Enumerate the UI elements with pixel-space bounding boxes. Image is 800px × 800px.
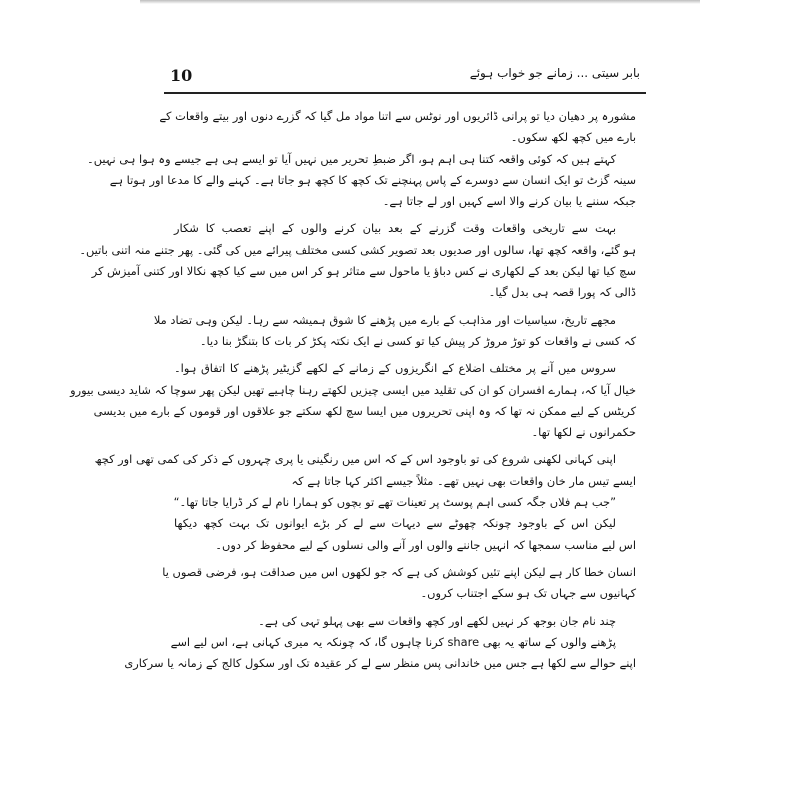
text-line: حکمرانوں نے لکھا تھا۔ (531, 425, 636, 440)
text-line: مشورہ پر دھیان دیا تو پرانی ڈائریوں اور نوٹس سے اتنا مواد مل گیا کہ گزرے دنوں اور بیتے واقعات کے (159, 109, 636, 123)
quoted-line: ”جب ہم فلاں جگہ کسی اہم پوسٹ پر تعینات تھے تو بچوں کو ہمارا نام لے کر ڈرایا جاتا تھا۔“ (173, 495, 616, 510)
text-line: پڑھنے والوں کے ساتھ یہ بھی share کرنا چاہوں گا، کہ چونکہ یہ میری کہانی ہے، اس لیے اسے (170, 634, 616, 649)
text-line: سینہ گزٹ تو ایک انسان سے دوسرے کے پاس پہنچنے تک کچھ کا کچھ ہو جاتا ہے۔ کہنے والے کا مدعا اور ہوتا ہے (109, 172, 636, 187)
text-line: انسان خطا کار ہے لیکن اپنے تئیں کوشش کی ہے کہ جو لکھوں اس میں صداقت ہو، فرضی قصوں یا (162, 564, 636, 579)
text-line: مجھے تاریخ، سیاسیات اور مذاہب کے بارے میں پڑھنے کا شوق ہمیشہ سے رہا۔ لیکن وہی تضاد ملا (153, 312, 616, 327)
text-line: بارے میں کچھ لکھ سکوں۔ (510, 130, 636, 145)
text-line: بہت سے تاریخی واقعات وقت گزرنے کے بعد بیان کرنے والوں کے اپنے تعصب کا شکار (174, 221, 616, 236)
text-line: سچ کیا تھا لیکن بعد کے لکھاری نے کس دباؤ یا ماحول سے متاثر ہو کر اس میں سے کیا کچھ نکالا اور کتنی آمیزش کر (91, 264, 636, 279)
text-line: کہانیوں سے جہاں تک ہو سکے اجتناب کروں۔ (420, 586, 636, 601)
scan-edge-shadow (140, 0, 700, 4)
text-line: سروس میں آنے پر مختلف اضلاع کے انگریزوں کے زمانے کے لکھے گزیٹیر پڑھنے کا اتفاق ہوا۔ (174, 361, 616, 376)
text-line: ڈالی کہ پورا قصہ ہی بدل گیا۔ (488, 285, 636, 300)
book-page (70, 40, 670, 800)
text-line: کہ کسی نے واقعات کو توڑ مروڑ کر پیش کیا تو کسی نے ایک نکتہ پکڑ کر بات کا بتنگڑ بنا دیا۔ (199, 333, 636, 348)
page-header (170, 66, 640, 86)
text-line: لیکن اس کے باوجود چونکہ چھوٹے سے دیہات سے لے کر بڑے ایوانوں تک بہت کچھ دیکھا (174, 516, 616, 531)
header-divider (164, 92, 646, 94)
text-line: اس لیے مناسب سمجھا کہ انہیں جاننے والوں اور آنے والی نسلوں کے لیے محفوظ کر دوں۔ (215, 537, 636, 552)
page-number: 10 (170, 66, 193, 85)
text-line: کہتے ہیں کہ کوئی واقعہ کتنا ہی اہم ہو، اگر ضبطِ تحریر میں نہیں آیا تو ایسے ہی ہے جیسے وہ ہوا ہی نہیں۔ (87, 151, 616, 166)
running-title: بابر سیتی ... زمانے جو خواب ہوئے (469, 66, 640, 80)
text-line: ہو گئے، واقعہ کچھ تھا، سالوں اور صدیوں بعد تصویر کشی کسی مختلف پیرائے میں کی گئی۔ پھر جتنے منہ اتنی باتیں۔ (79, 242, 636, 257)
text-line: جبکہ سننے یا بیان کرنے والا اسے کہیں اور لے جاتا ہے۔ (382, 194, 636, 209)
text-line: اپنے حوالے سے لکھا ہے جس میں خاندانی پس منظر سے لے کر عقیدہ تک اور سکول کالج کے زمانہ یا سرکاری (124, 656, 636, 671)
text-line: کریٹس کے لیے ممکن نہ تھا کہ وہ اپنی تحریروں میں ایسا سچ لکھ سکتے جو علاقوں اور قوموں کے بارے میں بدیسی (93, 403, 636, 418)
text-line: اپنی کہانی لکھنی شروع کی تو باوجود اس کے کہ اس میں رنگینی یا پری چہروں کے ذکر کی کمی تھی اور کچھ (94, 452, 616, 467)
text-line: ایسے تیس مار خان واقعات بھی نہیں تھے۔ مثلاً جیسے اکثر کہا جاتا ہے کہ (291, 473, 636, 488)
body-text (70, 106, 636, 674)
text-line: خیال آیا کہ، ہمارے افسران کو ان کی تقلید میں ایسی چیزیں لکھتے رہنا چاہیے تھیں لیکن پھر سوچا کہ شاید دیسی بیورو (70, 382, 636, 397)
text-line: چند نام جان بوجھ کر نہیں لکھے اور کچھ واقعات سے بھی پہلو تہی کی ہے۔ (258, 613, 616, 628)
